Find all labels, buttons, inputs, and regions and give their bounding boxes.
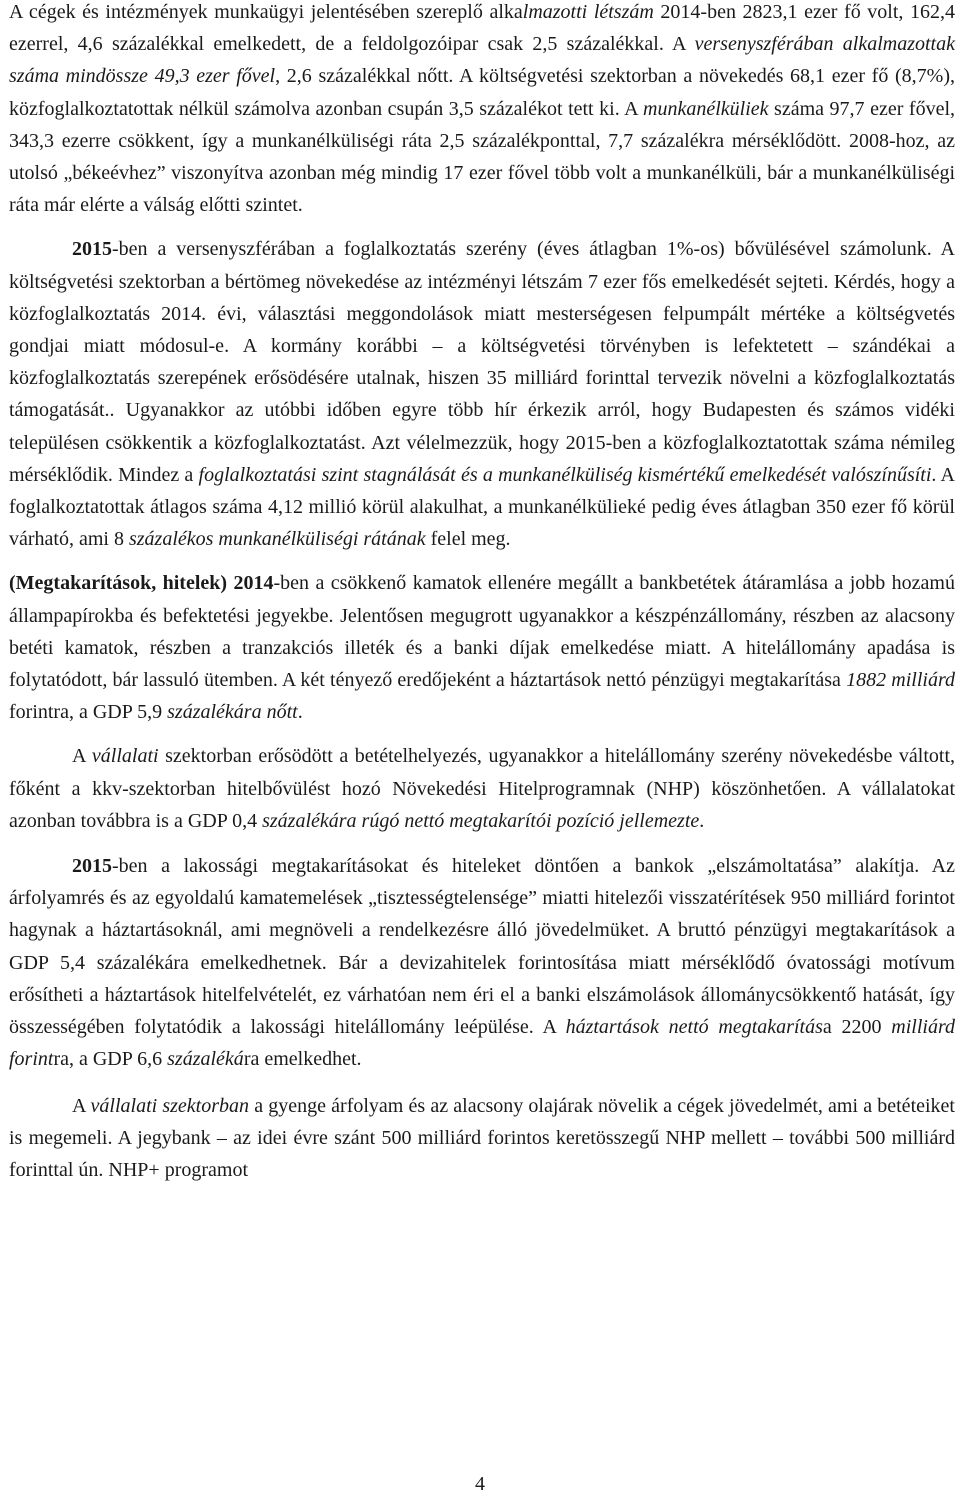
text-run: 1882 milliárd: [846, 669, 956, 692]
page-number: 4: [475, 1473, 485, 1495]
text-run: .: [297, 701, 303, 724]
text-run: , 2,6 százalékkal nőtt. A költségvetési szektorban a növekedés 68,1 ezer fő (8,7%), közfoglalkoztatottak nélkül számolva azonban csupán 3,5 százalékot tett ki. A: [9, 65, 955, 120]
text-run: lmazotti létszám: [522, 1, 654, 23]
text-run: forintra, a GDP 5,9: [9, 701, 168, 724]
text-run: a gyenge árfolyam és az alacsony olajárak növelik a cégek jövedelmét, ami a betéteiket is megemeli. A jegybank – az idei évre szánt 500 milliárd forintos keretösszegű NHP mellett – további 500 milliárd forinttal ún. NHP+ programot: [9, 1094, 955, 1181]
text-run: -ben a lakossági megtakarításokat és hiteleket döntően a bankok „elszámoltatása” alakítja. Az árfolyamrés és az egyoldalú kamatemelések „tisztességtelensége” miatti hitelezői visszatérítések 950 milliárd forintot hagynak a háztartásoknál, ami megnöveli a rendelkezésre álló jövedelmüket. A bruttó pénzügyi megtakarítások a GDP 5,4 százalékára emelkedhetnek. Bár a devizahitelek forintosítása miatt mérséklődő óvatossági motívum erősítheti a háztartások hitelfelvételét, ez várhatóan nem éri el a banki elszámolások állománycsökkentő hatását, így összességében folytatódik a lakossági hitelállomány leépülése. A: [9, 855, 955, 1039]
text-run: vállalati szektorban: [90, 1094, 250, 1117]
text-run: -ben a csökkenő kamatok ellenére megállt a bankbetétek átáramlása a jobb hozamú állampapírokba és befektetési jegyekbe. Jelentősen megugrott ugyanakkor a készpénzállomány, részben az alacsony betéti kamatok, részben a tranzakciós illeték és a banki díjak emelkedése miatt. A hitelállomány apadása is folytatódott, bár lassuló ütemben. A két tényező eredőjeként a háztartások nettó pénzügyi megtakarítása: [9, 572, 955, 692]
text-run: százaléká: [167, 1048, 244, 1071]
text-run: felel meg.: [425, 528, 511, 551]
text-run: (Megtakarítások, hitelek) 2014: [9, 572, 274, 595]
text-run: vállalati: [91, 745, 159, 768]
text-run: szektorban erősödött a betételhelyezés, ugyanakkor a hitelállomány szerény növekedésbe váltott, főként a kkv-szektorban hitelbővülést hozó Növekedési Hitelprogramnak (NHP) köszönhetően. A vállalatokat azonban továbbra is a GDP 0,4: [9, 745, 955, 832]
paragraph-households-2015: [9, 850, 955, 1075]
text-run: százalékára rúgó nettó megtakarítói pozíció jellemezte: [262, 809, 700, 832]
paragraph-employment: [9, 0, 955, 221]
text-run: -ben a versenyszférában a foglalkoztatás szerény (éves átlagban 1%-os) bővülésével számolunk. A költségvetési szektorban a bértömeg növekedése az intézményi létszám 7 ezer fős emelkedését sejteti. Kérdés, hogy a közfoglalkoztatás 2014. évi, választási meggondolások miatt mesterségesen felpumpált mértéke a költségvetés gondjai miatt módosul-e. A kormány korábbi – a költségvetési törvényben is lefektetett – szándékai a közfoglalkoztatás szerepének erősödésére utalnak, hiszen 35 milliárd forinttal tervezik növelni a közfoglalkoztatás támogatását.. Ugyanakkor az utóbbi időben egyre több hír érkezik arról, hogy Budapesten és számos vidéki településen csökkentik a közfoglalkoztatást. Azt vélelmezzük, hogy 2015-ben a közfoglalkoztatottak száma némileg mérséklődik. Mindez a: [9, 238, 955, 486]
text-run: háztartások nettó megtakarítás: [565, 1016, 823, 1039]
text-run: 2015: [72, 238, 112, 261]
text-run: versenyszférában alkalmazottak száma mindössze 49,3 ezer fővel: [9, 33, 955, 88]
text-run: .: [699, 809, 705, 832]
text-run: ra, a GDP 6,6: [53, 1048, 168, 1071]
document-page: [9, 0, 955, 1186]
text-run: A cégek és intézmények munkaügyi jelentésében szereplő alka: [9, 1, 523, 23]
text-run: foglalkoztatási szint stagnálását és a munkanélküliség kismértékű emelkedését valószínűsíti: [198, 463, 932, 486]
paragraph-corporate-2015: [9, 1090, 955, 1187]
paragraph-corporate-2014: [9, 740, 955, 837]
text-run: munkanélküliek: [643, 97, 769, 120]
text-run: ra emelkedhet.: [243, 1048, 362, 1071]
text-run: százalékára nőtt: [167, 701, 298, 724]
text-run: a 2200: [822, 1016, 892, 1039]
paragraph-employment-2015: [9, 233, 955, 555]
text-run: . A foglalkoztatottak átlagos száma 4,12 millió körül alakulhat, a munkanélkülieké pedig éves átlagban 350 ezer fő körül várható, ami 8: [9, 463, 955, 551]
text-run: milliárd forint: [9, 1016, 955, 1071]
text-run: 2014-ben 2823,1 ezer fő volt, 162,4 ezerrel, 4,6 százalékkal emelkedett, de a feldolgozóipar csak 2,5 százalékkal. A: [9, 1, 956, 56]
text-run: 2015: [72, 855, 112, 878]
paragraph-savings-2014: [9, 567, 955, 728]
text-run: százalékos munkanélküliségi rátának: [128, 528, 426, 551]
text-run: száma 97,7 ezer fővel, 343,3 ezerre csökkent, így a munkanélküliségi ráta 2,5 százalékponttal, 7,7 százalékra mérséklődött. 2008-hoz, az utolsó „békeévhez” viszonyítva azonban még mindig 17 ezer fővel több volt a munkanélküli, bár a munkanélküliségi ráta már elérte a válság előtti szintet.: [9, 97, 955, 217]
text-run: A: [72, 1094, 91, 1117]
text-run: A: [72, 745, 92, 768]
